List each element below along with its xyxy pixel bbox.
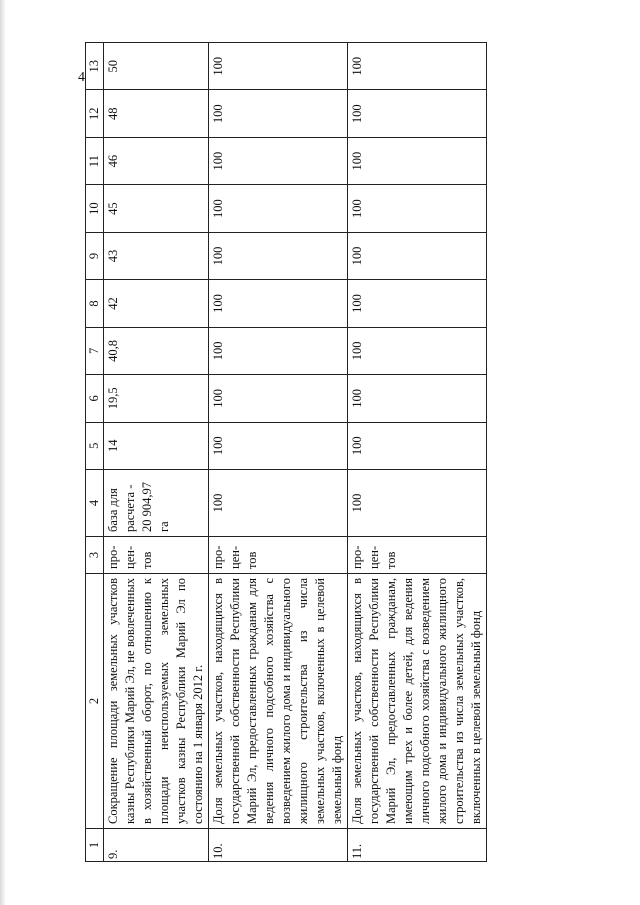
base-value-cell: 100: [209, 470, 348, 537]
value-cell: 100: [209, 375, 348, 422]
value-cell: 48: [104, 90, 209, 137]
value-cell: 100: [348, 327, 487, 374]
value-cell: 100: [209, 327, 348, 374]
unit-cell: про- цен- тов: [348, 537, 487, 574]
value-cell: 43: [104, 232, 209, 279]
value-cell: 100: [209, 422, 348, 469]
value-cell: 100: [348, 232, 487, 279]
value-cell: 100: [209, 43, 348, 91]
value-cell: 100: [209, 137, 348, 184]
page-number: 4: [78, 70, 85, 85]
rotated-table-container: [85, 42, 575, 862]
value-cell: 100: [348, 422, 487, 469]
column-header-4: 4: [86, 470, 104, 537]
indicators-table: [85, 42, 487, 862]
column-header-12: 12: [86, 90, 104, 137]
value-cell: 45: [104, 185, 209, 232]
value-cell: 100: [209, 185, 348, 232]
column-header-8: 8: [86, 280, 104, 327]
value-cell: 100: [209, 232, 348, 279]
value-cell: 40,8: [104, 327, 209, 374]
indicator-name: Сокращение площади земельных участков казны Республики Марий Эл, не вовлеченных в хозяйственный оборот, по отношению к площади неиспользуемых земельных участков казны Республики Марий Эл по состоянию на 1 января 2012 г.: [104, 574, 209, 829]
value-cell: 100: [209, 280, 348, 327]
value-cell: 100: [348, 137, 487, 184]
value-cell: 100: [348, 90, 487, 137]
value-cell: 14: [104, 422, 209, 469]
column-header-6: 6: [86, 375, 104, 422]
header-row: [86, 43, 104, 862]
column-header-5: 5: [86, 422, 104, 469]
value-cell: 46: [104, 137, 209, 184]
value-cell: 42: [104, 280, 209, 327]
column-header-7: 7: [86, 327, 104, 374]
value-cell: 19,5: [104, 375, 209, 422]
unit-cell: про- цен- тов: [104, 537, 209, 574]
value-cell: 100: [348, 375, 487, 422]
base-value-cell: база для расчета - 20 904,97 га: [104, 470, 209, 537]
column-header-2: 2: [86, 574, 104, 829]
column-header-10: 10: [86, 185, 104, 232]
column-header-1: 1: [86, 829, 104, 862]
value-cell: 100: [348, 43, 487, 91]
unit-cell: про- цен- тов: [209, 537, 348, 574]
value-cell: 50: [104, 43, 209, 91]
value-cell: 100: [209, 90, 348, 137]
value-cell: 100: [348, 280, 487, 327]
indicator-name: Доля земельных участков, находящихся в государственной собственности Республики Марий Эл, предоставленных гражданам, имеющим трех и более детей, для ведения личного подсобного хозяйства с возведением жилого дома и индивидуального жилищного строительства из числа земельных участков, включенных в целевой земельный фонд: [348, 574, 487, 829]
table-row: [209, 43, 348, 862]
row-number: 9.: [104, 829, 209, 862]
column-header-11: 11: [86, 137, 104, 184]
indicator-name: Доля земельных участков, находящихся в государственной собственности Республики Марий Эл, предоставленных гражданам для ведения личного подсобного хозяйства с возведением жилого дома и индивидуального жилищного строительства из числа земельных участков, включенных в целевой земельный фонд: [209, 574, 348, 829]
column-header-13: 13: [86, 43, 104, 91]
row-number: 11.: [348, 829, 487, 862]
value-cell: 100: [348, 185, 487, 232]
base-value-cell: 100: [348, 470, 487, 537]
column-header-9: 9: [86, 232, 104, 279]
column-header-3: 3: [86, 537, 104, 574]
row-number: 10.: [209, 829, 348, 862]
table-row: [104, 43, 209, 862]
table-row: [348, 43, 487, 862]
scan-edge-shadow: [0, 0, 6, 905]
